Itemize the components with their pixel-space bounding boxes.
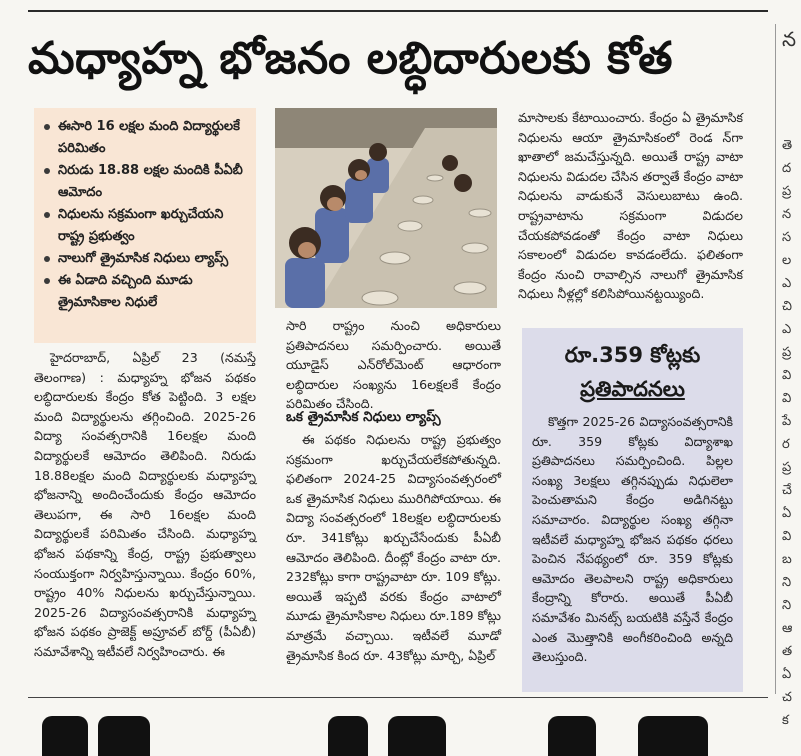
strip-glyph: ఎ: [782, 322, 792, 337]
highlight-item: ఈసారి 16 లక్షల మంది విద్యార్థులకే పరిమితం: [40, 116, 250, 160]
highlight-item: నిరుడు 18.88 లక్షల మందికి పీఏబీ ఆమోదం: [40, 160, 250, 204]
strip-glyph: తె: [782, 138, 793, 153]
strip-glyph: ప్ర: [782, 460, 792, 475]
strip-glyph: స: [782, 230, 792, 245]
strip-glyph: ప్ర: [782, 184, 792, 199]
article-column-2-top: సారి రాష్ట్రం నుంచి అధికారులు ప్రతిపాదనలు సమర్పించారు. అయితే యూడైస్ ఎన్‌రోల్‌మెంట్ ఆధారంగా లబ్ధిదారుల సంఖ్యను 16లక్షలకే కేంద్రం పరిమితం చేసింది.: [286, 318, 501, 412]
strip-glyph: ఏ: [782, 506, 792, 521]
proposals-heading-line2: ప్రతిపాదనలు: [580, 377, 685, 401]
strip-glyph: ర: [782, 437, 790, 452]
highlights-box: [34, 108, 256, 343]
highlight-item: ఈ ఏడాది వచ్చింది మూడు త్రైమాసికాల నిధులే: [40, 270, 250, 314]
strip-glyph: ల: [782, 253, 792, 268]
strip-glyph: క: [782, 713, 789, 728]
adjacent-article-strip: [775, 24, 801, 728]
strip-glyph: ఏ: [782, 667, 792, 682]
bottom-rule: [28, 697, 768, 698]
highlight-item: నిధులను సక్రమంగా ఖర్చుచేయని రాష్ట్ర ప్రభుత్వం: [40, 204, 250, 248]
strip-glyph: వి: [782, 391, 792, 406]
top-rule: [28, 10, 768, 12]
article-column-2-body: ఈ పథకం నిధులను రాష్ట్ర ప్రభుత్వం సక్రమంగా ఖర్చుచేయలేకపోతున్నది. ఫలితంగా 2024-25 విద్యాసంవత్సరంలో ఒక త్రైమాసిక నిధులు మురిగిపోయాయి. ఈ విద్యా సంవత్సరంలో 18లక్షల లబ్ధిదారులకు రూ. 341కోట్లు ఖర్చుచేసేందుకు పీఏబీ ఆమోదం తెలిపింది. దీంట్లో కేంద్రం వాటా రూ. 232కోట్లు కాగా రాష్ట్రవాటా రూ. 109 కోట్లు. అయితే ఇప్పటి వరకు కేంద్రం వాటాలో మూడు త్రైమాసికాల నిధులు రూ.189 కోట్లు మాత్రమే వచ్చాయి. ఇటీవలే మూడో త్రైమాసిక కింద రూ. 43కోట్లు మార్చి, ఏప్రిల్: [286, 432, 501, 663]
proposals-box: [522, 328, 743, 692]
strip-glyph: బ: [782, 552, 792, 567]
strip-glyph: పే: [782, 414, 792, 429]
article-column-1: హైదరాబాద్, ఏప్రిల్ 23 (నమస్తే తెలంగాణ) : మధ్యాహ్న భోజన పథకం లబ్ధిదారులకు కేంద్రం కోత పెట్టింది. 3 లక్షల మంది విద్యార్థులను తగ్గించింది. 2025-26 విద్యా సంవత్సరానికి 16లక్షల మంది విద్యార్థులకే ఆమోదం తెలిపింది. నిరుడు 18.88లక్షల మంది విద్యార్థులకు మధ్యాహ్న భోజనాన్ని అందించేందుకు కేంద్రం ఆమోదం తెలుపగా, ఈ సారి 16లక్షల మంది విద్యార్థులకే పరిమితం చేసింది. మధ్యాహ్న భోజన పథకాన్ని కేంద్ర, రాష్ట్ర ప్రభుత్వాలు సంయుక్తంగా నిర్వహిస్తున్నాయి. కేంద్రం 60%, రాష్ట్రం 40% నిధులను ఖర్చుచేస్తున్నాయి. 2025-26 విద్యాసంవత్సరానికి మధ్యాహ్న భోజన పథకం ప్రాజెక్ట్ అప్రూవల్ బోర్డ్ (పీఏబీ) సమావేశాన్ని ఇటీవలే నిర్వహించారు. ఈ: [34, 350, 256, 659]
highlight-item: నాలుగో త్రైమాసిక నిధులు ల్యాప్స్: [40, 248, 250, 270]
proposals-heading-line1: రూ.359 కోట్లకు: [564, 343, 701, 367]
strip-glyph: ని: [782, 598, 792, 613]
proposals-body: కొత్తగా 2025-26 విద్యాసంవత్సరానికి రూ. 359 కోట్లకు విద్యాశాఖ ప్రతిపాదనలు సమర్పించింది. పిల్లల సంఖ్య 3లక్షలు తగ్గినప్పుడు నిధులెలా పెంచుతామని కేంద్రం అడిగినట్టు సమాచారం. విద్యార్థుల సంఖ్య తగ్గినా ఇటీవలే మధ్యాహ్న భోజన పథకం ధరలు పెంచిన నేపథ్యంలో రూ. 359 కోట్లకు ఆమోదం తెలపాలని రాష్ట్ర అధికారులు కేంద్రాన్ని కోరారు. అయితే పీఏబీ సమావేశం మినట్స్ బయటికి వస్తేనే కేంద్రం ఎంత మొత్తానికి అంగీకరించింది అన్నది తెలుస్తుంది.: [532, 414, 733, 665]
strip-glyph: చి: [782, 299, 792, 314]
strip-glyph: న: [782, 27, 797, 51]
next-headline-fragment: [28, 706, 768, 739]
strip-glyph: వి: [782, 368, 792, 383]
article-photo: [275, 108, 497, 308]
strip-glyph: చ: [782, 690, 792, 705]
subheading-lapse: ఒక త్రైమాసిక నిధులు ల్యాప్స్: [286, 409, 441, 425]
article-column-3-top: మాసాలకు కేటాయించారు. కేంద్రం ఏ త్రైమాసిక నిధులను ఆయా త్రైమాసికంలో రెండ న్‌గా ఖాతాలో జమచేస్తున్నది. అయితే రాష్ట్ర వాటా నిధులను విడుదల చేసిన తర్వాతే కేంద్రం వాటా నిధులను వాడుకునే వెసులుబాటు ఉంది. రాష్ట్రవాటాను సక్రమంగా విడుదల చేయకపోవడంతో కేంద్రం వాటా నిధులు సకాలంలో విడుదల కావడంలేదు. ఫలితంగా కేంద్రం నుంచి రావాల్సిన నాలుగో త్రైమాసిక నిధులు నీళ్లల్లో కలిసిపోయినట్టయ్యింది.: [518, 110, 743, 302]
strip-glyph: ఆ: [782, 621, 793, 636]
strip-glyph: త: [782, 644, 793, 659]
strip-glyph: ద: [782, 161, 792, 176]
strip-glyph: చే: [782, 483, 792, 498]
strip-glyph: ని: [782, 575, 792, 590]
photo-children-eating-icon: [275, 108, 497, 308]
strip-glyph: ఎ: [782, 276, 792, 291]
strip-glyph: న: [782, 207, 792, 222]
headline: మధ్యాహ్న భోజనం లబ్ధిదారులకు కోత: [28, 33, 673, 84]
strip-glyph: వి: [782, 529, 792, 544]
strip-glyph: ప్ర: [782, 345, 792, 360]
